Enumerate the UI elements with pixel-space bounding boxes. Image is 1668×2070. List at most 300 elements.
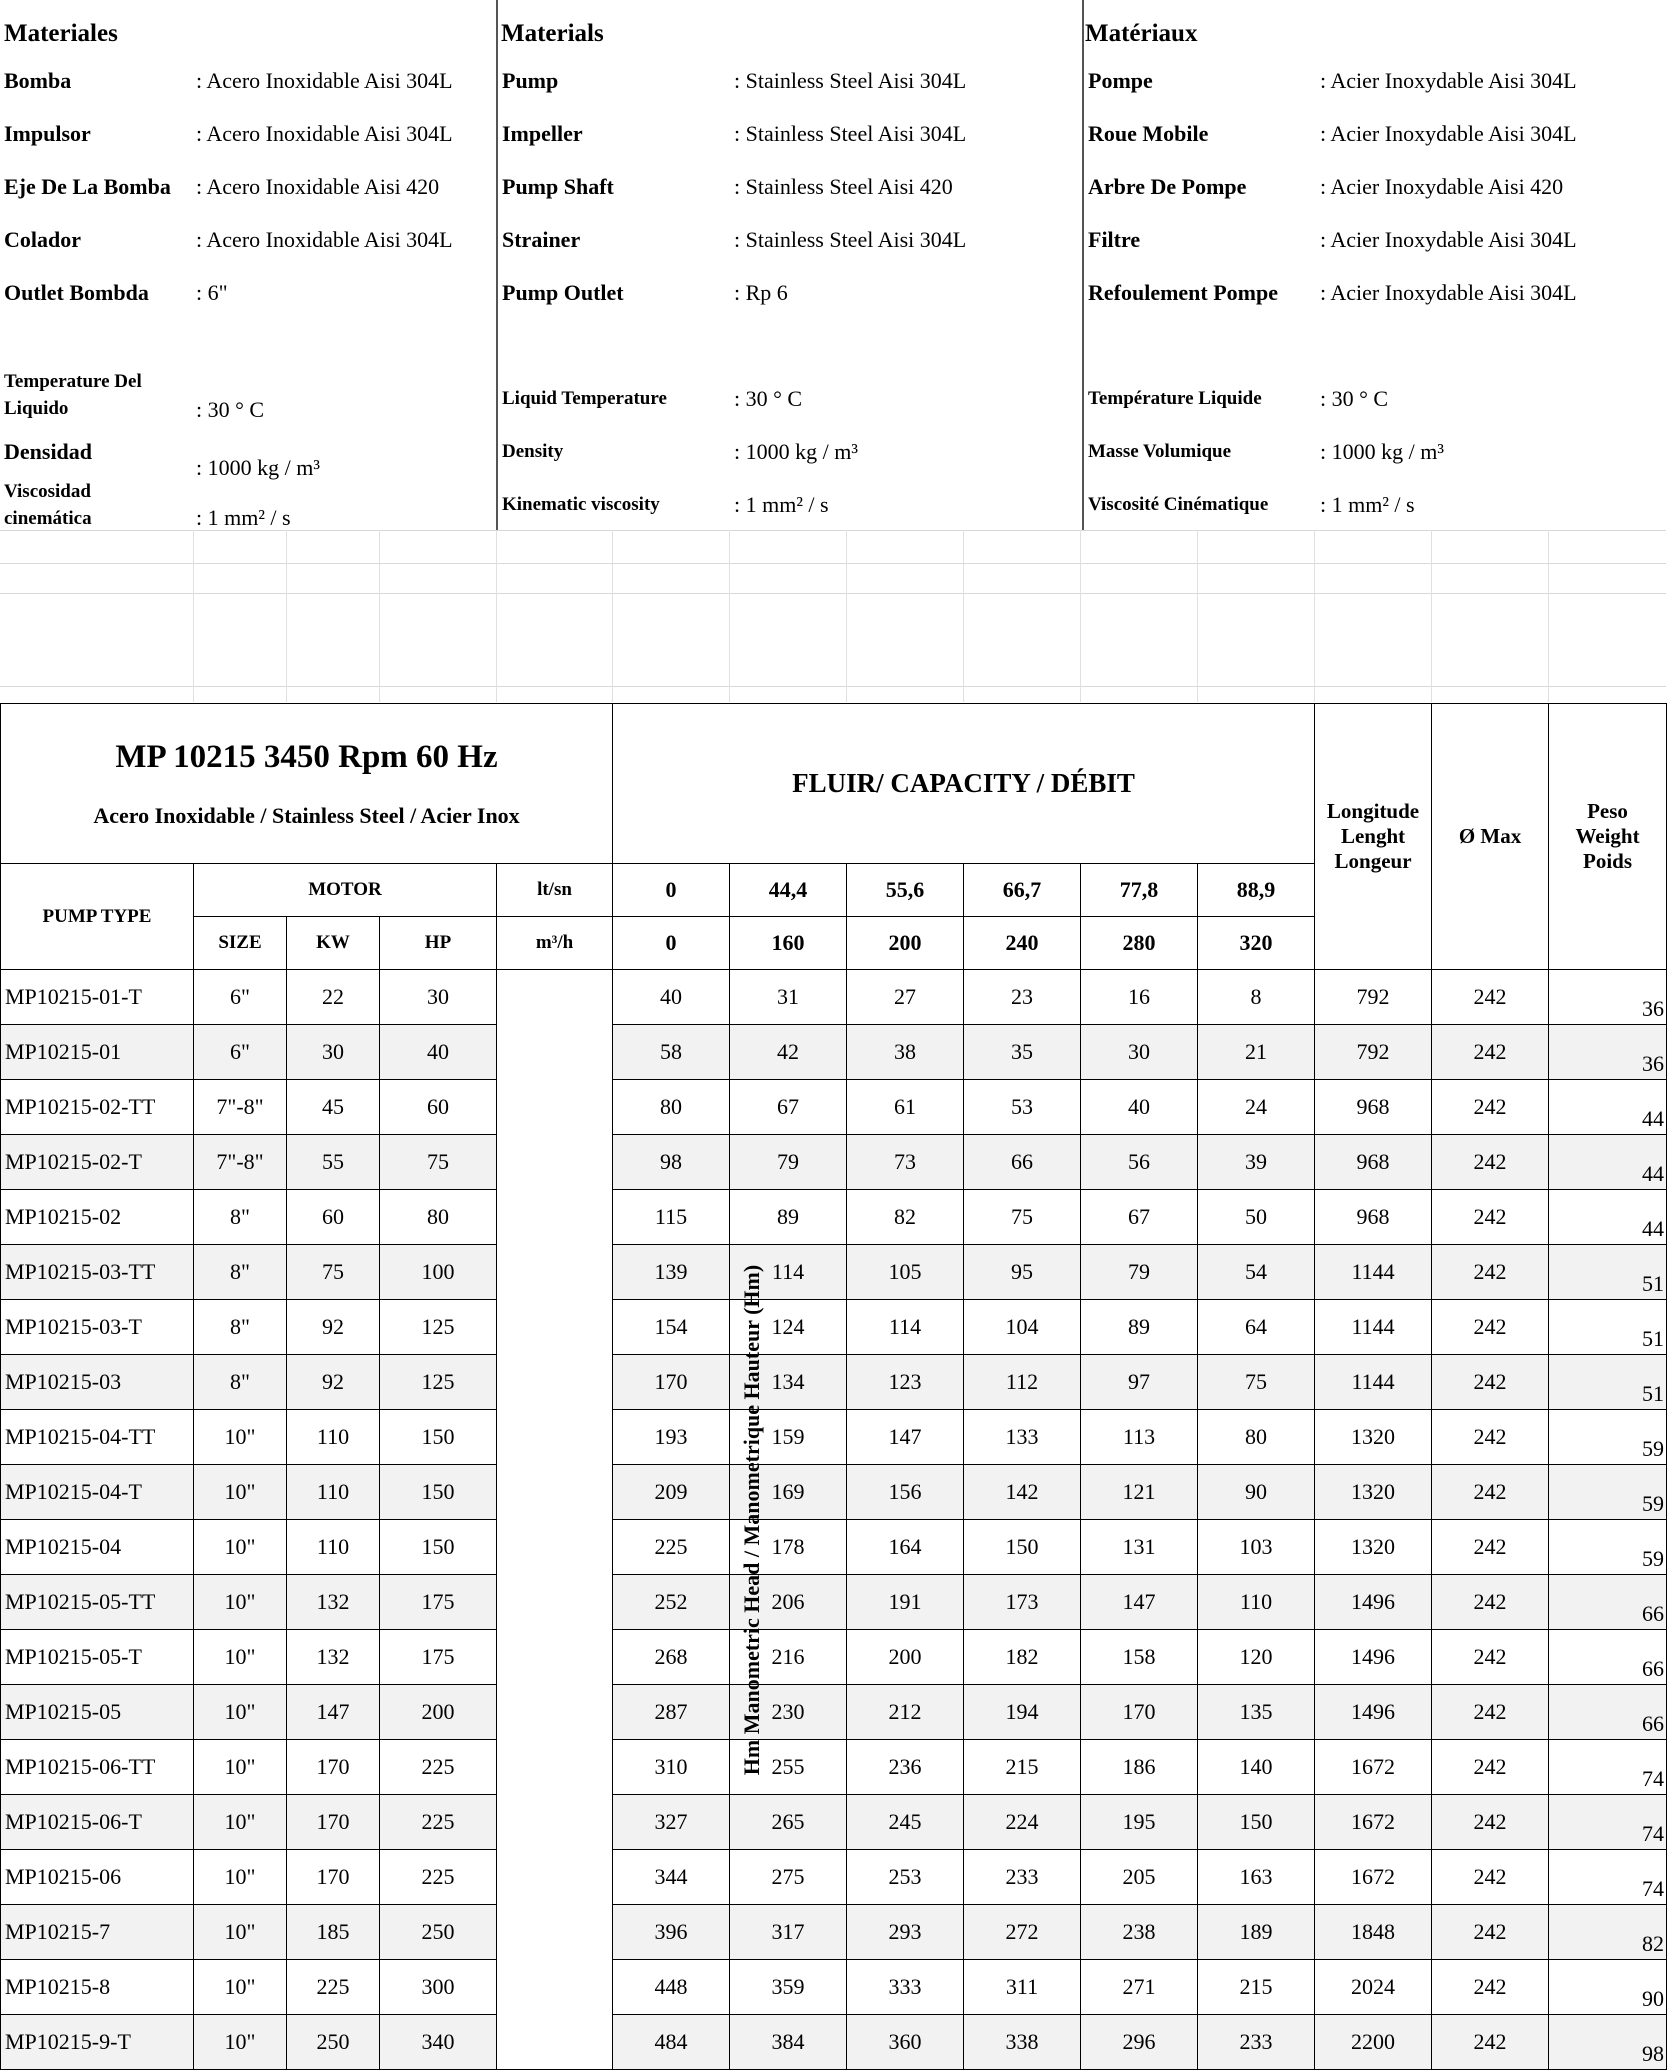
head-value-cell: 186 (1081, 1740, 1198, 1795)
head-value-cell: 311 (964, 1960, 1081, 2015)
diameter-cell: 242 (1432, 1245, 1549, 1300)
diameter-cell: 242 (1432, 1355, 1549, 1410)
motor-size-cell: 8" (194, 1190, 287, 1245)
flow-m3h-header: 200 (847, 917, 964, 970)
head-value-cell: 140 (1198, 1740, 1315, 1795)
head-value-cell: 82 (847, 1190, 964, 1245)
head-value-cell: 245 (847, 1795, 964, 1850)
length-cell: 1320 (1315, 1520, 1432, 1575)
motor-size-cell: 6" (194, 970, 287, 1025)
head-value-cell: 344 (613, 1850, 730, 1905)
table-row (1, 1685, 1667, 1740)
material-row (498, 107, 1082, 160)
table-row (1, 1795, 1667, 1850)
head-value-cell: 230 (730, 1685, 847, 1740)
motor-size-cell: 7"-8" (194, 1135, 287, 1190)
property-label: Density (502, 441, 564, 462)
motor-kw-cell: 110 (287, 1410, 380, 1465)
property-row (1084, 478, 1668, 531)
head-value-cell: 67 (730, 1080, 847, 1135)
motor-size-cell: 10" (194, 1905, 287, 1960)
materials-fr (1082, 0, 1668, 530)
motor-hp-cell: 150 (380, 1520, 497, 1575)
material-row (1084, 107, 1668, 160)
material-row (498, 213, 1082, 266)
weight-cell: 74 (1549, 1795, 1667, 1850)
property-label: Viscosité Cinématique (1088, 494, 1269, 515)
motor-hp-cell: 75 (380, 1135, 497, 1190)
motor-hp-cell: 125 (380, 1300, 497, 1355)
material-value: : Stainless Steel Aisi 304L (734, 68, 967, 93)
pump-type-cell: MP10215-8 (1, 1960, 194, 2015)
head-value-cell: 170 (1081, 1685, 1198, 1740)
head-value-cell: 90 (1198, 1465, 1315, 1520)
head-value-cell: 158 (1081, 1630, 1198, 1685)
head-value-cell: 225 (613, 1520, 730, 1575)
motor-kw-cell: 132 (287, 1630, 380, 1685)
materials-es (0, 0, 494, 530)
property-label: Kinematic viscosity (502, 494, 660, 515)
kw-header: KW (287, 917, 380, 970)
motor-size-cell: 8" (194, 1245, 287, 1300)
diameter-cell: 242 (1432, 1630, 1549, 1685)
table-title: MP 10215 3450 Rpm 60 Hz (115, 738, 498, 775)
motor-size-cell: 8" (194, 1355, 287, 1410)
property-row (1084, 425, 1668, 478)
material-value: : Acero Inoxidable Aisi 304L (196, 121, 453, 146)
motor-kw-cell: 170 (287, 1850, 380, 1905)
pump-type-cell: MP10215-03 (1, 1355, 194, 1410)
property-value: : 30 ° C (1320, 386, 1389, 411)
diameter-cell: 242 (1432, 2015, 1549, 2070)
diameter-cell: 242 (1432, 1520, 1549, 1575)
capacity-header: FLUIR/ CAPACITY / DÉBIT (613, 704, 1315, 864)
pump-type-cell: MP10215-04 (1, 1520, 194, 1575)
table-row (1, 1960, 1667, 2015)
head-value-cell: 205 (1081, 1850, 1198, 1905)
table-row (1, 1520, 1667, 1575)
head-value-cell: 124 (730, 1300, 847, 1355)
pump-type-cell: MP10215-01-T (1, 970, 194, 1025)
material-label: Colador (4, 227, 81, 252)
head-value-cell: 115 (613, 1190, 730, 1245)
head-value-cell: 178 (730, 1520, 847, 1575)
head-value-cell: 66 (964, 1135, 1081, 1190)
material-label: Pump (502, 68, 559, 93)
head-value-cell: 156 (847, 1465, 964, 1520)
head-value-cell: 293 (847, 1905, 964, 1960)
motor-kw-cell: 110 (287, 1520, 380, 1575)
material-label: Bomba (4, 68, 72, 93)
motor-kw-cell: 147 (287, 1685, 380, 1740)
head-value-cell: 147 (847, 1410, 964, 1465)
material-label: Refoulement Pompe (1088, 280, 1279, 305)
table-row (1, 1190, 1667, 1245)
length-cell: 1848 (1315, 1905, 1432, 1960)
length-cell: 1672 (1315, 1850, 1432, 1905)
head-value-cell: 360 (847, 2015, 964, 2070)
head-value-cell: 23 (964, 970, 1081, 1025)
property-value: : 30 ° C (734, 386, 803, 411)
property-row (1084, 372, 1668, 425)
head-value-cell: 21 (1198, 1025, 1315, 1080)
materials-en-title: Materials (501, 20, 604, 47)
head-value-cell: 61 (847, 1080, 964, 1135)
flow-lts-header: 0 (613, 864, 730, 917)
length-cell: 1496 (1315, 1575, 1432, 1630)
head-value-cell: 255 (730, 1740, 847, 1795)
motor-hp-cell: 175 (380, 1575, 497, 1630)
motor-kw-cell: 60 (287, 1190, 380, 1245)
head-value-cell: 121 (1081, 1465, 1198, 1520)
weight-cell: 59 (1549, 1520, 1667, 1575)
head-value-cell: 40 (1081, 1080, 1198, 1135)
head-value-cell: 189 (1198, 1905, 1315, 1960)
head-value-cell: 50 (1198, 1190, 1315, 1245)
head-value-cell: 236 (847, 1740, 964, 1795)
head-value-cell: 275 (730, 1850, 847, 1905)
pump-type-cell: MP10215-02-TT (1, 1080, 194, 1135)
motor-kw-cell: 92 (287, 1300, 380, 1355)
motor-size-cell: 8" (194, 1300, 287, 1355)
head-value-cell: 272 (964, 1905, 1081, 1960)
diameter-cell: 242 (1432, 1850, 1549, 1905)
head-value-cell: 123 (847, 1355, 964, 1410)
motor-hp-cell: 225 (380, 1740, 497, 1795)
head-value-cell: 159 (730, 1410, 847, 1465)
head-value-cell: 131 (1081, 1520, 1198, 1575)
weight-cell: 51 (1549, 1355, 1667, 1410)
material-label: Impeller (502, 121, 583, 146)
length-cell: 1144 (1315, 1245, 1432, 1300)
head-value-cell: 139 (613, 1245, 730, 1300)
property-row (498, 478, 1082, 531)
table-row (1, 1465, 1667, 1520)
motor-size-cell: 10" (194, 1630, 287, 1685)
motor-size-cell: 10" (194, 1850, 287, 1905)
head-value-cell: 215 (964, 1740, 1081, 1795)
pump-type-cell: MP10215-05-T (1, 1630, 194, 1685)
head-value-cell: 238 (1081, 1905, 1198, 1960)
es-prop-value: : 30 ° C (196, 397, 265, 422)
motor-size-cell: 10" (194, 1575, 287, 1630)
pump-type-cell: MP10215-06-TT (1, 1740, 194, 1795)
head-value-cell: 396 (613, 1905, 730, 1960)
head-value-cell: 56 (1081, 1135, 1198, 1190)
es-prop-value: : 1000 kg / m³ (196, 455, 320, 480)
length-cell: 1672 (1315, 1795, 1432, 1850)
length-cell: 968 (1315, 1135, 1432, 1190)
table-row (1, 2015, 1667, 2070)
pump-type-cell: MP10215-05-TT (1, 1575, 194, 1630)
motor-size-cell: 6" (194, 1025, 287, 1080)
table-row (1, 1245, 1667, 1300)
head-value-cell: 194 (964, 1685, 1081, 1740)
motor-kw-cell: 132 (287, 1575, 380, 1630)
material-label: Strainer (502, 227, 581, 252)
es-prop-label: Temperature Del Liquido (4, 371, 142, 419)
weight-cell: 66 (1549, 1630, 1667, 1685)
pump-type-cell: MP10215-02 (1, 1190, 194, 1245)
weight-cell: 36 (1549, 1025, 1667, 1080)
head-value-cell: 333 (847, 1960, 964, 2015)
head-value-cell: 35 (964, 1025, 1081, 1080)
material-row (0, 266, 494, 319)
motor-hp-cell: 30 (380, 970, 497, 1025)
head-value-cell: 317 (730, 1905, 847, 1960)
material-value: : Acier Inoxydable Aisi 304L (1320, 68, 1577, 93)
material-value: : Acero Inoxidable Aisi 304L (196, 227, 453, 252)
material-row (498, 160, 1082, 213)
pump-type-cell: MP10215-04-TT (1, 1410, 194, 1465)
motor-kw-cell: 55 (287, 1135, 380, 1190)
head-value-cell: 224 (964, 1795, 1081, 1850)
motor-header: MOTOR (194, 864, 497, 917)
length-cell: 968 (1315, 1190, 1432, 1245)
property-row (498, 372, 1082, 425)
length-cell: 1144 (1315, 1300, 1432, 1355)
diameter-cell: 242 (1432, 1960, 1549, 2015)
motor-kw-cell: 45 (287, 1080, 380, 1135)
diameter-cell: 242 (1432, 970, 1549, 1025)
weight-cell: 98 (1549, 2015, 1667, 2070)
material-value: : Rp 6 (734, 280, 788, 305)
motor-size-cell: 10" (194, 1685, 287, 1740)
table-row (1, 1355, 1667, 1410)
material-value: : Stainless Steel Aisi 420 (734, 174, 953, 199)
motor-kw-cell: 110 (287, 1465, 380, 1520)
diameter-cell: 242 (1432, 1465, 1549, 1520)
weight-cell: 66 (1549, 1575, 1667, 1630)
head-value-cell: 287 (613, 1685, 730, 1740)
motor-size-cell: 7"-8" (194, 1080, 287, 1135)
es-prop-label: Densidad (4, 439, 93, 464)
head-value-cell: 206 (730, 1575, 847, 1630)
head-value-cell: 75 (964, 1190, 1081, 1245)
head-value-cell: 110 (1198, 1575, 1315, 1630)
motor-kw-cell: 75 (287, 1245, 380, 1300)
material-row (1084, 266, 1668, 319)
head-value-cell: 103 (1198, 1520, 1315, 1575)
weight-cell: 82 (1549, 1905, 1667, 1960)
motor-hp-cell: 340 (380, 2015, 497, 2070)
head-value-cell: 134 (730, 1355, 847, 1410)
head-value-cell: 75 (1198, 1355, 1315, 1410)
material-label: Eje De La Bomba (4, 174, 171, 199)
diameter-cell: 242 (1432, 1575, 1549, 1630)
material-value: : 6" (196, 280, 228, 305)
table-row (1, 1905, 1667, 1960)
material-value: : Acier Inoxydable Aisi 304L (1320, 227, 1577, 252)
material-value: : Acier Inoxydable Aisi 420 (1320, 174, 1564, 199)
head-value-cell: 233 (1198, 2015, 1315, 2070)
motor-kw-cell: 22 (287, 970, 380, 1025)
material-row (0, 160, 494, 213)
head-value-cell: 53 (964, 1080, 1081, 1135)
head-value-cell: 67 (1081, 1190, 1198, 1245)
head-value-cell: 40 (613, 970, 730, 1025)
head-value-cell: 42 (730, 1025, 847, 1080)
diameter-cell: 242 (1432, 1025, 1549, 1080)
weight-cell: 51 (1549, 1245, 1667, 1300)
head-value-cell: 164 (847, 1520, 964, 1575)
head-value-cell: 209 (613, 1465, 730, 1520)
head-value-cell: 169 (730, 1465, 847, 1520)
head-value-cell: 120 (1198, 1630, 1315, 1685)
weight-header: Peso Weight Poids (1549, 704, 1667, 970)
material-row (0, 107, 494, 160)
material-row (498, 54, 1082, 107)
length-cell: 1496 (1315, 1630, 1432, 1685)
material-label: Arbre De Pompe (1088, 174, 1247, 199)
material-row (498, 266, 1082, 319)
es-prop-value: : 1 mm² / s (196, 505, 291, 530)
materials-en (496, 0, 1082, 530)
motor-kw-cell: 30 (287, 1025, 380, 1080)
motor-hp-cell: 300 (380, 1960, 497, 2015)
head-value-cell: 484 (613, 2015, 730, 2070)
head-value-cell: 150 (964, 1520, 1081, 1575)
weight-cell: 90 (1549, 1960, 1667, 2015)
length-cell: 792 (1315, 970, 1432, 1025)
material-value: : Acier Inoxydable Aisi 304L (1320, 121, 1577, 146)
head-value-cell: 24 (1198, 1080, 1315, 1135)
motor-kw-cell: 250 (287, 2015, 380, 2070)
diameter-cell: 242 (1432, 1685, 1549, 1740)
weight-cell: 59 (1549, 1410, 1667, 1465)
diameter-cell: 242 (1432, 1080, 1549, 1135)
head-value-cell: 38 (847, 1025, 964, 1080)
diameter-cell: 242 (1432, 1135, 1549, 1190)
motor-hp-cell: 200 (380, 1685, 497, 1740)
head-value-cell: 54 (1198, 1245, 1315, 1300)
weight-cell: 44 (1549, 1135, 1667, 1190)
lts-unit-header: lt/sn (497, 864, 613, 917)
table-row (1, 1740, 1667, 1795)
head-value-cell: 64 (1198, 1300, 1315, 1355)
head-value-cell: 39 (1198, 1135, 1315, 1190)
flow-m3h-header: 320 (1198, 917, 1315, 970)
table-row (1, 1025, 1667, 1080)
hp-header: HP (380, 917, 497, 970)
weight-cell: 36 (1549, 970, 1667, 1025)
diameter-cell: 242 (1432, 1740, 1549, 1795)
es-prop-viscosity (0, 478, 494, 531)
material-row (0, 54, 494, 107)
head-value-cell: 8 (1198, 970, 1315, 1025)
flow-lts-header: 88,9 (1198, 864, 1315, 917)
length-cell: 2200 (1315, 2015, 1432, 2070)
pump-type-cell: MP10215-01 (1, 1025, 194, 1080)
motor-kw-cell: 92 (287, 1355, 380, 1410)
flow-lts-header: 55,6 (847, 864, 964, 917)
pump-type-cell: MP10215-06 (1, 1850, 194, 1905)
es-prop-label: Viscosidad cinemática (4, 481, 92, 529)
length-cell: 1496 (1315, 1685, 1432, 1740)
pump-type-cell: MP10215-7 (1, 1905, 194, 1960)
motor-hp-cell: 60 (380, 1080, 497, 1135)
table-row (1, 1575, 1667, 1630)
head-value-cell: 310 (613, 1740, 730, 1795)
head-value-cell: 30 (1081, 1025, 1198, 1080)
weight-cell: 44 (1549, 1080, 1667, 1135)
head-value-cell: 104 (964, 1300, 1081, 1355)
flow-m3h-header: 240 (964, 917, 1081, 970)
pump-type-cell: MP10215-04-T (1, 1465, 194, 1520)
head-value-cell: 173 (964, 1575, 1081, 1630)
head-value-cell: 271 (1081, 1960, 1198, 2015)
head-value-cell: 170 (613, 1355, 730, 1410)
material-value: : Acier Inoxydable Aisi 304L (1320, 280, 1577, 305)
head-value-cell: 233 (964, 1850, 1081, 1905)
material-value: : Acero Inoxidable Aisi 304L (196, 68, 453, 93)
head-value-cell: 215 (1198, 1960, 1315, 2015)
motor-kw-cell: 225 (287, 1960, 380, 2015)
head-value-cell: 191 (847, 1575, 964, 1630)
flow-m3h-header: 160 (730, 917, 847, 970)
property-label: Liquid Temperature (502, 388, 667, 409)
motor-kw-cell: 170 (287, 1795, 380, 1850)
head-value-cell: 150 (1198, 1795, 1315, 1850)
weight-cell: 74 (1549, 1850, 1667, 1905)
head-value-cell: 384 (730, 2015, 847, 2070)
es-prop-temperature (0, 368, 494, 421)
head-value-cell: 296 (1081, 2015, 1198, 2070)
table-row (1, 1630, 1667, 1685)
head-value-cell: 80 (613, 1080, 730, 1135)
material-row (1084, 213, 1668, 266)
head-value-cell: 31 (730, 970, 847, 1025)
empty-grid-area (0, 530, 1666, 702)
flow-lts-header: 44,4 (730, 864, 847, 917)
head-value-cell: 89 (1081, 1300, 1198, 1355)
head-value-cell: 133 (964, 1410, 1081, 1465)
material-label: Filtre (1088, 227, 1141, 252)
pump-type-cell: MP10215-02-T (1, 1135, 194, 1190)
head-value-cell: 79 (730, 1135, 847, 1190)
motor-size-cell: 10" (194, 1410, 287, 1465)
head-value-cell: 265 (730, 1795, 847, 1850)
head-value-cell: 113 (1081, 1410, 1198, 1465)
head-value-cell: 95 (964, 1245, 1081, 1300)
table-row (1, 1300, 1667, 1355)
weight-cell: 59 (1549, 1465, 1667, 1520)
motor-size-cell: 10" (194, 1960, 287, 2015)
materials-es-title: Materiales (4, 20, 118, 47)
m3h-unit-header: m³/h (497, 917, 613, 970)
motor-size-cell: 10" (194, 1465, 287, 1520)
property-value: : 1 mm² / s (1320, 492, 1415, 517)
diameter-cell: 242 (1432, 1300, 1549, 1355)
head-value-cell: 252 (613, 1575, 730, 1630)
property-value: : 1 mm² / s (734, 492, 829, 517)
material-row (1084, 54, 1668, 107)
material-label: Outlet Bombda (4, 280, 149, 305)
head-value-cell: 27 (847, 970, 964, 1025)
material-label: Impulsor (4, 121, 91, 146)
head-value-cell: 182 (964, 1630, 1081, 1685)
head-value-cell: 154 (613, 1300, 730, 1355)
motor-hp-cell: 225 (380, 1850, 497, 1905)
flow-lts-header: 77,8 (1081, 864, 1198, 917)
property-label: Température Liquide (1088, 388, 1262, 409)
length-cell: 1672 (1315, 1740, 1432, 1795)
head-value-cell: 147 (1081, 1575, 1198, 1630)
head-value-cell: 338 (964, 2015, 1081, 2070)
motor-kw-cell: 170 (287, 1740, 380, 1795)
material-label: Roue Mobile (1088, 121, 1209, 146)
head-value-cell: 142 (964, 1465, 1081, 1520)
